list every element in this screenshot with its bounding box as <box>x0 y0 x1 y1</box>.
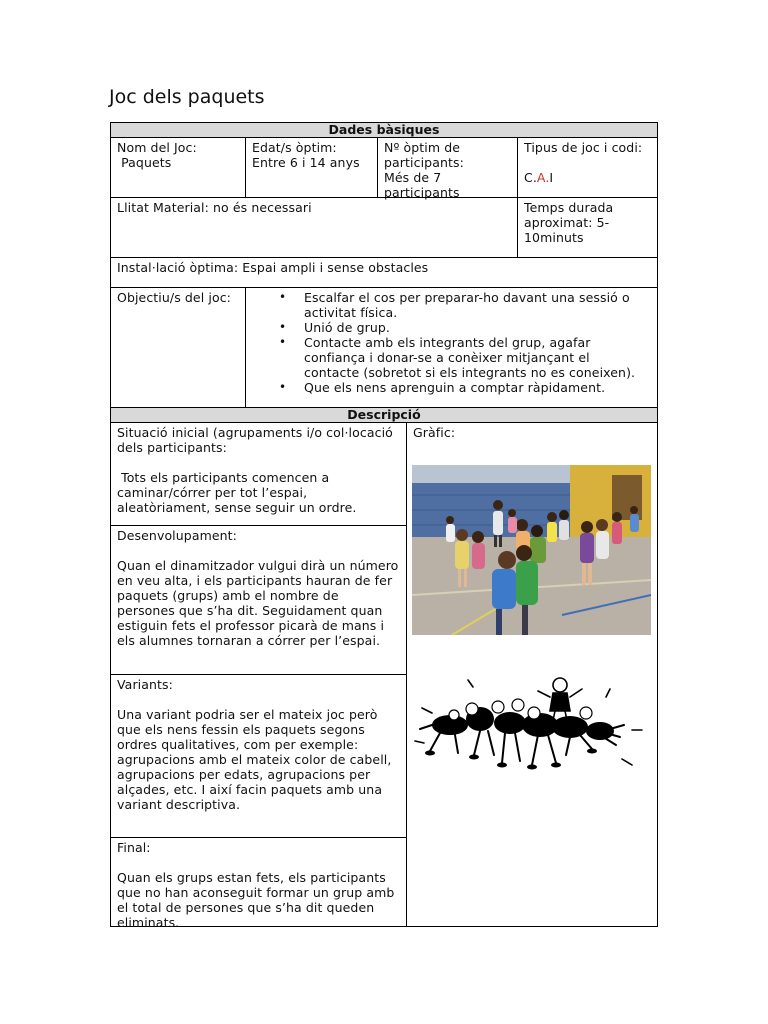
final-text: Quan els grups estan fets, els participants que no han aconseguit formar un grup amb el total de persones que s’ha dit queden eliminats. <box>117 870 395 930</box>
final-label: Final: <box>117 840 151 855</box>
participants-cell <box>377 137 518 198</box>
initial-situation-text: Tots els participants comencen a caminar/córrer per tot l’espai, aleatòriament, sense seguir un ordre. <box>117 470 357 515</box>
type-code-a: A. <box>536 170 550 185</box>
material-cell: Llitat Material: no és necessari <box>110 197 518 258</box>
development-label: Desenvolupament: <box>117 528 237 543</box>
type-label: Tipus de joc i codi: <box>524 140 643 155</box>
initial-situation-cell <box>110 422 407 526</box>
type-code <box>524 170 651 185</box>
age-value: Entre 6 i 14 anys <box>252 155 360 170</box>
participants-label: Nº òptim de participants: <box>384 140 464 170</box>
graphic-label: Gràfic: <box>413 425 456 440</box>
children-dancing-drawing <box>410 675 650 775</box>
age-label: Edat/s òptim: <box>252 140 337 155</box>
variants-text: Una variant podria ser el mateix joc però que els nens fessin els paquets segons ordres qualitatives, com per exemple: agrupacions amb el mateix color de cabell, agrupacions per edats, agrupacions per alçades, etc. I així facin paquets amb una variant descriptiva. <box>117 707 392 812</box>
objectives-label-cell: Objectiu/s del joc: <box>110 287 246 408</box>
objective-item: • Que els nens aprenguin a comptar ràpidament. <box>304 380 651 395</box>
type-code-c: C. <box>524 170 537 185</box>
variants-cell <box>110 674 407 838</box>
section-header-description: Descripció <box>110 407 658 423</box>
variants-label: Variants: <box>117 677 173 692</box>
objectives-cell <box>245 287 658 408</box>
final-cell <box>110 837 407 930</box>
game-name-label: Nom del Joc: <box>117 140 197 155</box>
game-name-cell <box>110 137 246 198</box>
objective-item: • Unió de grup. <box>304 320 651 335</box>
children-playing-photo <box>412 465 651 635</box>
objective-item: • Contacte amb els integrants del grup, agafar confiança i donar-se a conèixer mitjançant el contacte (sobretot si els integrants no es coneixen). <box>304 335 651 380</box>
page-title: Joc dels paquets <box>109 86 265 108</box>
objective-item: • Escalfar el cos per preparar-ho davant una sessió o activitat física. <box>304 290 651 320</box>
duration-cell: Temps durada aproximat: 5-10minuts <box>517 197 658 258</box>
age-cell <box>245 137 378 198</box>
participants-value: Més de 7 participants <box>384 170 460 200</box>
initial-situation-label: Situació inicial (agrupaments i/o col·locació dels participants: <box>117 425 393 455</box>
installation-cell: Instal·lació òptima: Espai ampli i sense obstacles <box>110 257 658 288</box>
type-code-i: I <box>549 170 554 185</box>
objectives-list <box>252 290 651 395</box>
game-name-value: Paquets <box>117 155 172 170</box>
section-header-basics: Dades bàsiques <box>110 122 658 138</box>
type-cell <box>517 137 658 198</box>
development-text: Quan el dinamitzador vulgui dirà un número en veu alta, i els participants hauran de fer paquets (grups) amb el nombre de persones que s’ha dit. Seguidament quan estiguin fets el professor picarà de mans i els alumnes tornaran a córrer per l’espai. <box>117 558 399 648</box>
development-cell <box>110 525 407 675</box>
